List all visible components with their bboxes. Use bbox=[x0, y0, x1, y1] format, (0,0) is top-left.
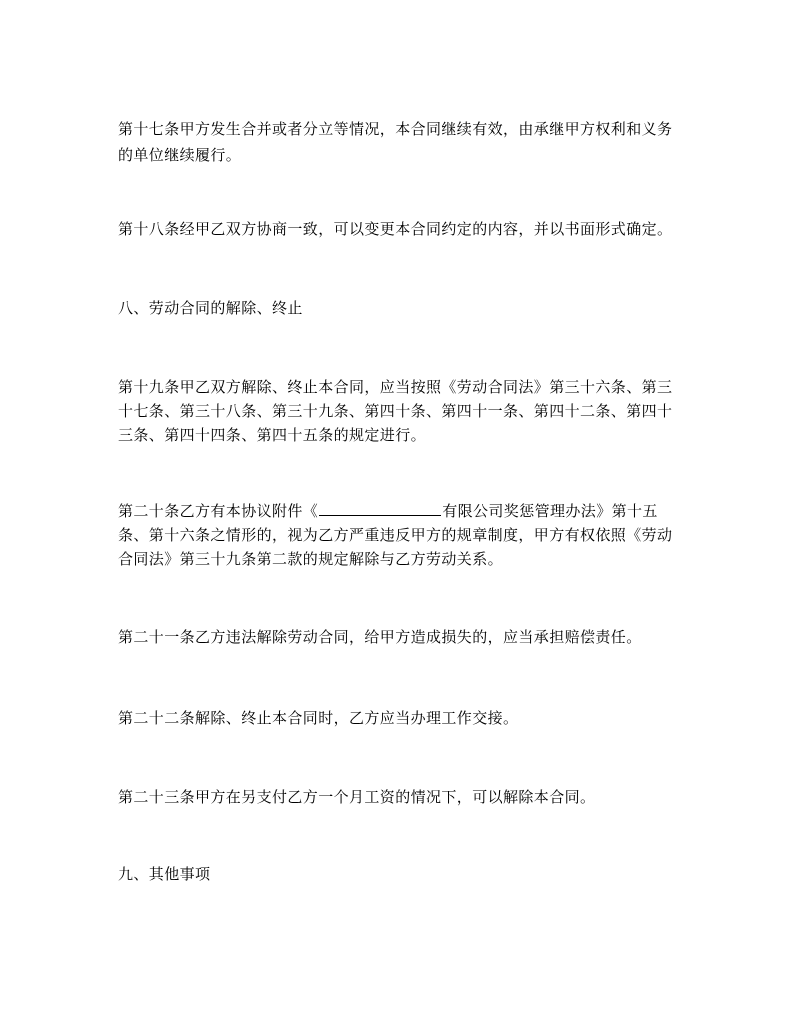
section-9-heading: 九、其他事项 bbox=[118, 865, 211, 883]
article-20-line-1-prefix: 第二十条乙方有本协议附件《 bbox=[118, 502, 319, 520]
article-20-line-1-suffix: 有限公司奖惩管理办法》第十五 bbox=[442, 502, 658, 520]
section-8-heading: 八、劳动合同的解除、终止 bbox=[118, 299, 303, 317]
company-name-blank bbox=[319, 501, 441, 516]
article-20-line-2: 条、第十六条之情形的，视为乙方严重违反甲方的规章制度，甲方有权依照《劳动 bbox=[118, 526, 673, 544]
article-23-line-1: 第二十三条甲方在另支付乙方一个月工资的情况下，可以解除本合同。 bbox=[118, 788, 596, 806]
article-19-line-2: 十七条、第三十八条、第三十九条、第四十条、第四十一条、第四十二条、第四十 bbox=[118, 402, 673, 420]
article-19-line-3: 三条、第四十四条、第四十五条的规定进行。 bbox=[118, 426, 427, 444]
article-20-line-1 bbox=[118, 500, 658, 522]
article-21-line-1: 第二十一条乙方违法解除劳动合同，给甲方造成损失的，应当承担赔偿责任。 bbox=[118, 628, 642, 646]
article-19-line-1: 第十九条甲乙双方解除、终止本合同，应当按照《劳动合同法》第三十六条、第三 bbox=[118, 378, 673, 396]
article-20-line-3: 合同法》第三十九条第二款的规定解除与乙方劳动关系。 bbox=[118, 550, 504, 568]
article-17-line-2: 的单位继续履行。 bbox=[118, 146, 242, 164]
article-17-line-1: 第十七条甲方发生合并或者分立等情况，本合同继续有效，由承继甲方权利和义务 bbox=[118, 120, 673, 138]
article-18-line-1: 第十八条经甲乙双方协商一致，可以变更本合同约定的内容，并以书面形式确定。 bbox=[118, 220, 673, 238]
article-22-line-1: 第二十二条解除、终止本合同时，乙方应当办理工作交接。 bbox=[118, 709, 519, 727]
